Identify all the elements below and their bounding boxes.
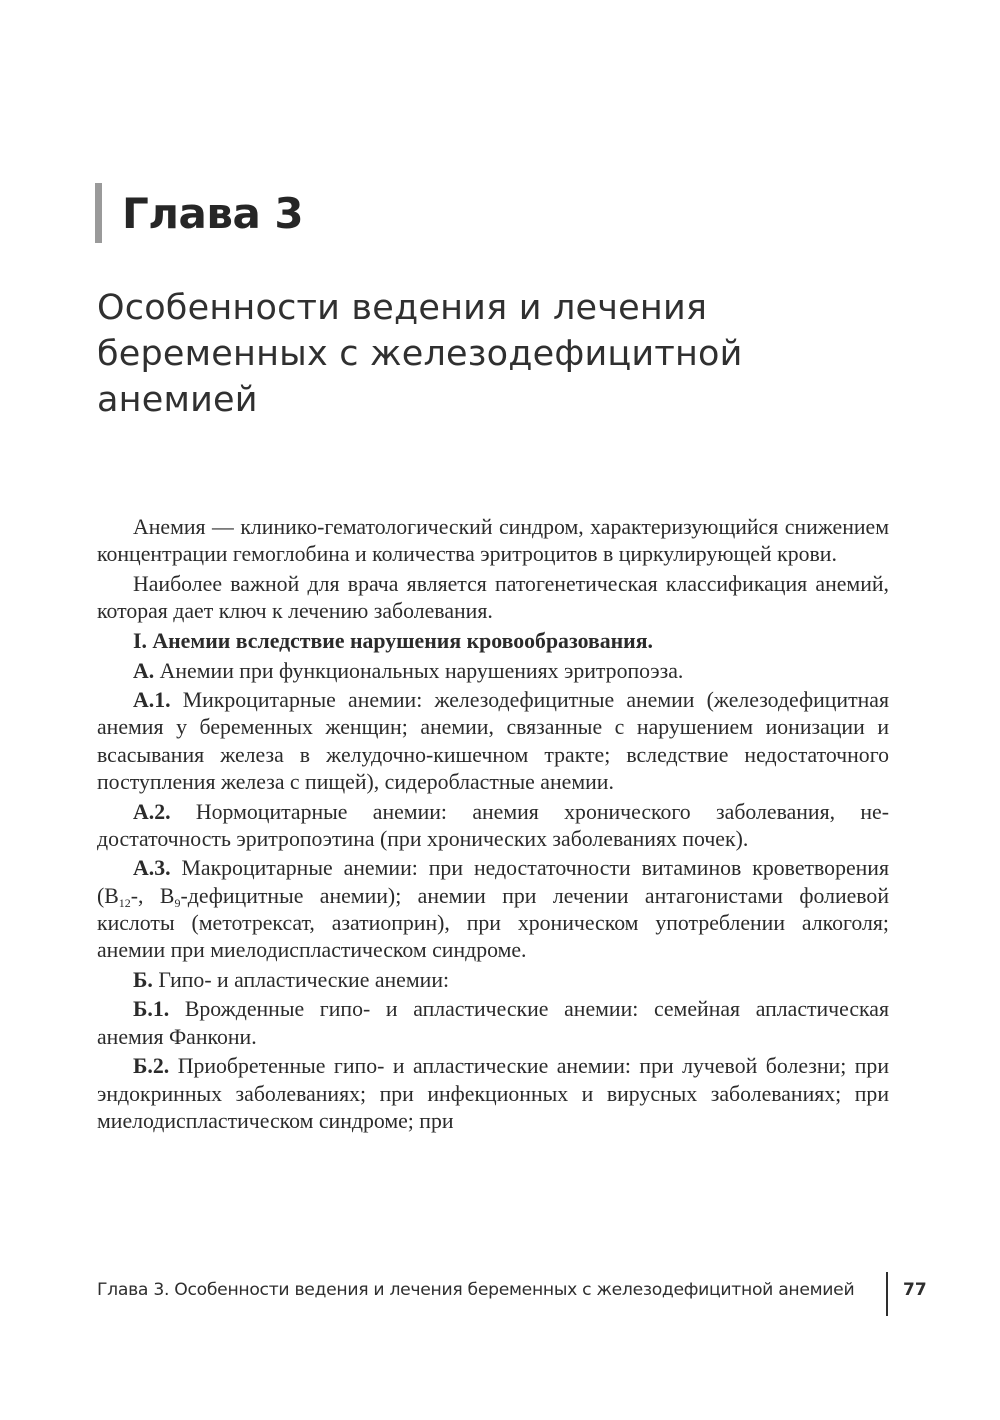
paragraph <box>97 514 889 568</box>
chapter-heading <box>95 183 303 243</box>
chapter-title <box>97 285 917 423</box>
item-marker: Б.1. <box>133 997 170 1022</box>
item-marker: А.3. <box>133 856 171 881</box>
paragraph <box>97 1053 889 1135</box>
running-title: Глава 3. Особенности ведения и лечения беременных с железодефицитной анемией <box>97 1280 855 1300</box>
paragraph-text: -дефицитные анемии); анемии при лечении антагонистами фолиевой кислоты (метотрексат, азатиоприн), при хроническом употреблении алкоголя; анемии при миелодиспластическом синдроме. <box>97 883 889 963</box>
paragraph-text: Анемии при функциональных нарушениях эритропоэза. <box>154 658 684 683</box>
subscript: 12 <box>118 895 131 910</box>
page-number: 77 <box>903 1280 927 1300</box>
page-footer <box>97 1270 927 1316</box>
paragraph-text: Микроцитарные анемии: железодефицитные анемии (железодефицитная анемия у беременных женщин; анемии, связанные с нарушением ионизации и всасывания железа в желудочно-кишечном тракте; вследствие недостаточного поступления железа с пищей), сидеробластные анемии. <box>97 688 889 794</box>
item-marker: Б. <box>133 967 153 992</box>
subscript: 9 <box>174 895 181 910</box>
paragraph-text: Макроцитарные анемии: при недостаточности витаминов кроветворения (B <box>97 856 889 908</box>
item-marker: А.1. <box>133 688 171 713</box>
paragraph <box>97 855 889 964</box>
paragraph <box>97 967 889 994</box>
paragraph <box>97 996 889 1050</box>
footer-divider <box>886 1272 888 1316</box>
chapter-title-line: анемией <box>97 380 258 420</box>
section-heading <box>97 628 889 655</box>
item-marker: А. <box>133 658 155 683</box>
chapter-label: Глава 3 <box>122 188 304 238</box>
item-marker: А.2. <box>133 799 171 824</box>
paragraph <box>97 799 889 853</box>
paragraph <box>97 658 889 685</box>
paragraph-text: Врожденные гипо- и апластические анемии: семейная апластическая анемия Фанкони. <box>97 997 889 1049</box>
paragraph-text: Нормоцитарные анемии: анемия хронического заболевания, недостаточность эритропоэтина (при хронических заболеваниях почек). <box>97 799 889 851</box>
chapter-accent-bar <box>95 183 102 243</box>
chapter-title-line: Особенности ведения и лечения <box>97 288 708 328</box>
paragraph <box>97 687 889 796</box>
chapter-title-line: беременных с железодефицитной <box>97 334 743 374</box>
section-heading-text: I. Анемии вследствие нарушения кровообразования. <box>133 628 653 653</box>
paragraph-text: Анемия — клинико-гематологический синдром, характеризующийся снижением концентрации гемоглобина и количества эритроцитов в циркулирующей крови. <box>97 515 889 567</box>
paragraph-text: -, B <box>130 883 175 908</box>
body-text <box>97 514 889 1137</box>
paragraph-text: Гипо- и апластические анемии: <box>152 967 450 992</box>
paragraph-text: Приобретенные гипо- и апластические анемии: при лучевой болезни; при эндокринных заболеваниях; при инфекционных и вирусных заболеваниях; при миелодиспластическом синдроме; при <box>97 1054 889 1133</box>
paragraph-text: Наиболее важной для врача является патогенетическая классификация анемий, которая дает ключ к лечению заболевания. <box>97 571 889 624</box>
item-marker: Б.2. <box>133 1054 170 1079</box>
paragraph <box>97 571 889 625</box>
